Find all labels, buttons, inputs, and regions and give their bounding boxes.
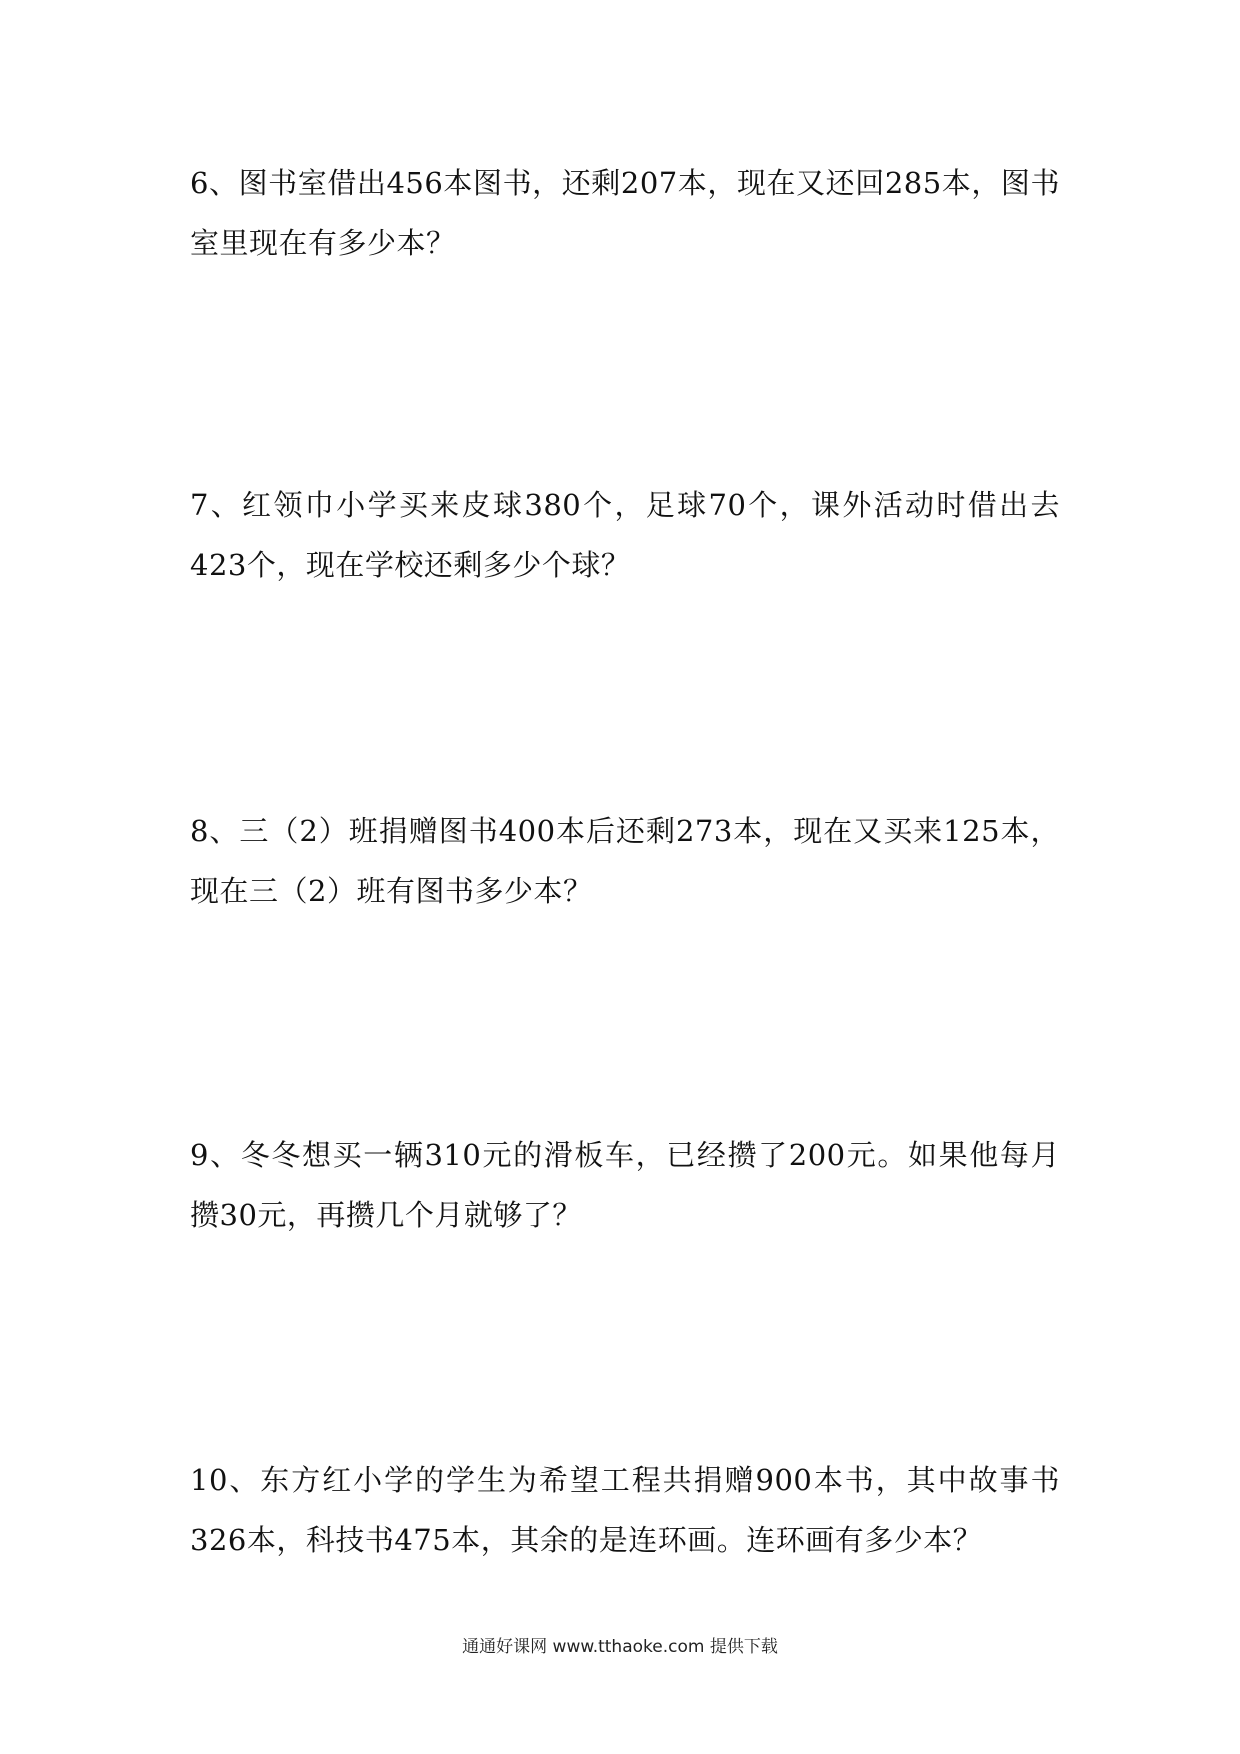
word-problem-8: 8、三（2）班捐赠图书400本后还剩273本，现在又买来125本，现在三（2）班有图书多少本？ xyxy=(190,814,1060,908)
word-problem-6: 6、图书室借出456本图书，还剩207本，现在又还回285本，图书室里现在有多少本？ xyxy=(190,166,1060,260)
word-problem-10: 10、东方红小学的学生为希望工程共捐赠900本书，其中故事书326本，科技书475本，其余的是连环画。连环画有多少本？ xyxy=(190,1463,1060,1557)
word-problem-9: 9、冬冬想买一辆310元的滑板车，已经攒了200元。如果他每月攒30元，再攒几个月就够了？ xyxy=(190,1138,1060,1232)
word-problem-7: 7、红领巾小学买来皮球380个，足球70个，课外活动时借出去423个，现在学校还剩多少个球？ xyxy=(190,488,1060,582)
page-footer-source: 通通好课网 www.tthaoke.com 提供下载 xyxy=(462,1637,778,1657)
